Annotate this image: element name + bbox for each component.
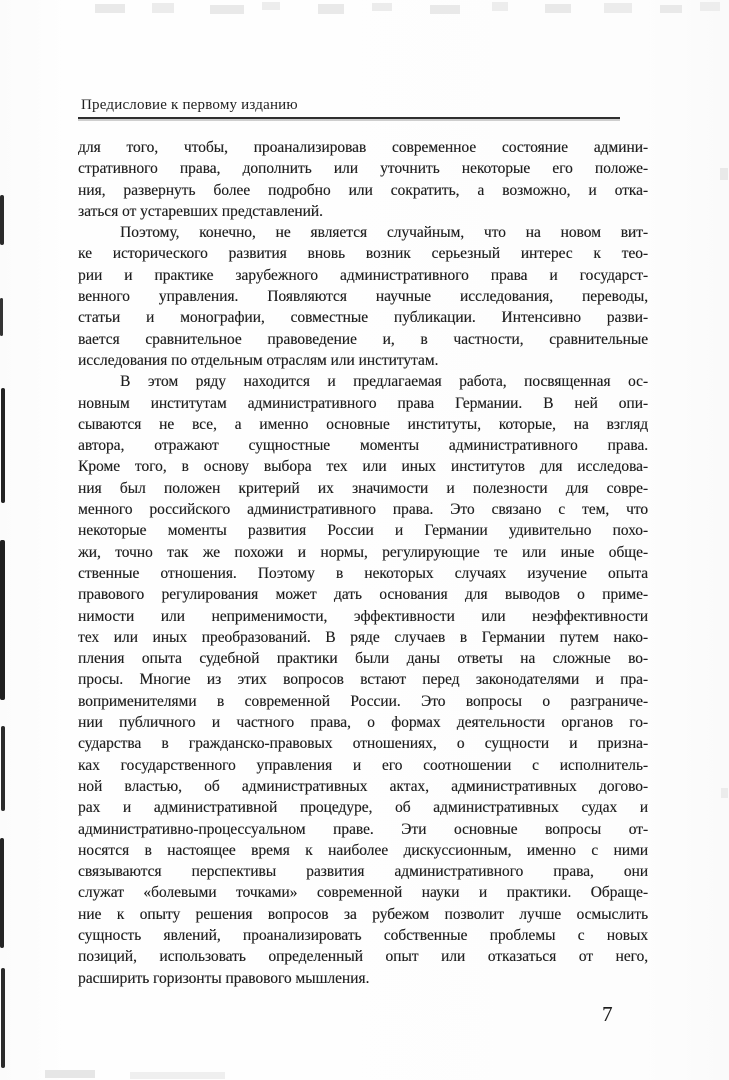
text-line: ние к опыту решения вопросов за рубежом позволит лучше осмыслить bbox=[78, 905, 648, 923]
text-line: нимости или неприменимости, эффективности или неэффективности bbox=[78, 607, 648, 625]
scan-noise-mark bbox=[721, 788, 728, 798]
text-line: административно-процессуальном праве. Эти основные вопросы от- bbox=[78, 820, 648, 838]
scan-noise-mark bbox=[1, 968, 5, 1068]
scan-noise-mark bbox=[604, 3, 632, 13]
text-line: ния, развернуть более подробно или сократить, а возможно, и отка- bbox=[78, 181, 648, 199]
scan-noise-mark bbox=[430, 5, 460, 14]
body-text bbox=[78, 137, 648, 989]
text-line: жи, точно так же похожи и нормы, регулирующие те или иные обще- bbox=[78, 543, 648, 561]
text-line: для того, чтобы, проанализировав современное состояние админи- bbox=[78, 139, 648, 156]
scan-noise-mark bbox=[492, 2, 508, 11]
scan-noise-mark bbox=[545, 4, 571, 13]
text-line: просы. Многие из этих вопросов встают перед законодателями и пра- bbox=[78, 671, 648, 689]
text-line: Кроме того, в основу выбора тех или иных институтов для исследова- bbox=[78, 458, 648, 476]
scan-noise-mark bbox=[130, 1072, 225, 1079]
scan-noise-mark bbox=[210, 5, 244, 14]
text-line: венного управления. Появляются научные исследования, переводы, bbox=[78, 288, 648, 306]
text-line: ной властью, об административных актах, административных догово- bbox=[78, 777, 648, 795]
scan-noise-mark bbox=[152, 3, 174, 13]
text-line: сываются не все, а именно основные институты, которые, на взгляд bbox=[78, 415, 648, 433]
text-line: нии публичного и частного права, о формах деятельности органов го- bbox=[78, 714, 648, 732]
text-line: некоторые моменты развития России и Германии удивительно похо- bbox=[78, 522, 648, 540]
text-line: расширить горизонты правового мышления. bbox=[78, 969, 370, 987]
scan-noise-mark bbox=[700, 2, 720, 11]
scan-noise-mark bbox=[372, 3, 392, 11]
text-line: стративного права, дополнить или уточнить некоторые его положе- bbox=[78, 160, 648, 178]
scan-noise-mark bbox=[0, 195, 4, 245]
text-line: В этом ряду находится и предлагаемая работа, посвященная ос- bbox=[120, 373, 648, 391]
text-line: статьи и монографии, совместные публикации. Интенсивно разви- bbox=[78, 309, 648, 327]
running-header: Предисловие к первому изданию bbox=[81, 97, 298, 113]
scan-noise-mark bbox=[720, 168, 728, 180]
text-line: правового регулирования может дать основания для выводов о приме- bbox=[78, 586, 648, 604]
text-line: тех или иных преобразований. В ряде случаев в Германии путем нако- bbox=[78, 628, 648, 646]
text-line: служат «болевыми точками» современной науки и практики. Обраще- bbox=[78, 884, 648, 902]
scan-noise-mark bbox=[95, 4, 125, 13]
text-line: рии и практике зарубежного административного права и государст- bbox=[78, 266, 648, 284]
text-line: позиций, использовать определенный опыт или отказаться от него, bbox=[78, 948, 648, 966]
scan-noise-mark bbox=[0, 838, 4, 948]
scan-noise-mark bbox=[318, 4, 344, 14]
text-line: воприменителями в современной России. Это вопросы о разграниче- bbox=[78, 692, 648, 710]
text-line: исследования по отдельным отраслям или институтам. bbox=[78, 351, 439, 369]
text-line: вается сравнительное правоведение и, в частности, сравнительные bbox=[78, 330, 648, 348]
text-line: сударства в гражданско-правовых отношениях, о сущности и призна- bbox=[78, 735, 648, 753]
header-rule bbox=[78, 117, 620, 119]
scan-noise-mark bbox=[262, 2, 280, 10]
text-line: носятся в настоящее время к наиболее дискуссионным, именно с ними bbox=[78, 841, 648, 859]
text-line: заться от устаревших представлений. bbox=[78, 202, 323, 220]
scan-noise-mark bbox=[660, 5, 682, 13]
scan-noise-mark bbox=[1, 388, 5, 503]
text-line: ния был положен критерий их значимости и полезности для совре- bbox=[78, 479, 648, 497]
text-line: рах и административной процедуре, об административных судах и bbox=[78, 799, 648, 817]
text-line: новным институтам административного права Германии. В ней опи- bbox=[78, 394, 648, 412]
text-line: сущность явлений, проанализировать собственные проблемы с новых bbox=[78, 926, 648, 944]
text-line: ственные отношения. Поэтому в некоторых случаях изучение опыта bbox=[78, 564, 648, 582]
scan-noise-mark bbox=[45, 1070, 95, 1078]
scan-noise-mark bbox=[1, 726, 5, 811]
text-line: ке исторического развития вновь возник серьезный интерес к тео- bbox=[78, 245, 648, 263]
text-line: ках государственного управления и его соотношении с исполнитель- bbox=[78, 756, 648, 774]
text-line: пления опыта судебной практики были даны ответы на сложные во- bbox=[78, 650, 648, 668]
page-number: 7 bbox=[602, 1002, 613, 1026]
text-line: Поэтому, конечно, не является случайным, что на новом вит- bbox=[120, 224, 648, 242]
scan-noise-mark bbox=[0, 540, 5, 700]
text-line: автора, отражают сущностные моменты административного права. bbox=[78, 437, 648, 455]
scan-noise-mark bbox=[0, 298, 3, 336]
text-line: менного российского административного права. Это связано с тем, что bbox=[78, 501, 648, 519]
text-line: связываются перспективы развития административного права, они bbox=[78, 863, 648, 881]
